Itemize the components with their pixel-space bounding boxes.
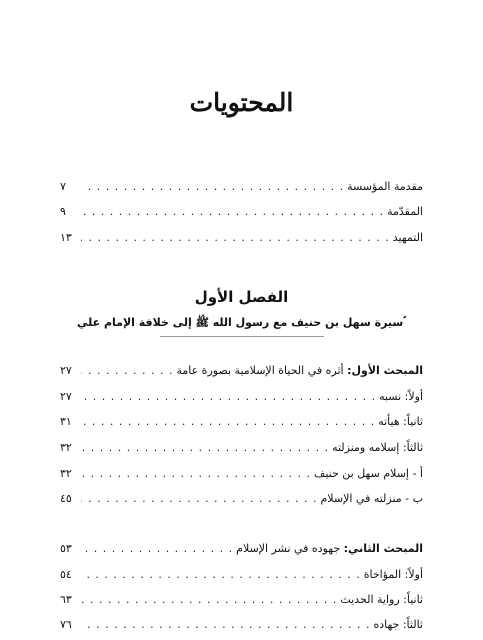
dot-leader bbox=[81, 362, 173, 380]
toc-entry-page: ٥٣ bbox=[60, 542, 72, 555]
toc-entry-label: أولاً: نسبه bbox=[379, 390, 423, 403]
dot-leader bbox=[81, 388, 376, 406]
toc-entry-label: مقدمة المؤسسة bbox=[347, 180, 423, 193]
toc-entry-page: ٦٣ bbox=[60, 593, 72, 606]
dot-leader bbox=[81, 490, 317, 508]
toc-entry-label: ثانياً: هيأته bbox=[378, 415, 423, 428]
toc-entry-label bbox=[176, 362, 423, 380]
section-heading-text: أثره في الحياة الإسلامية بصورة عامة bbox=[176, 364, 344, 377]
toc-entry-label: أ - إسلام سهل بن حنيف bbox=[313, 467, 423, 480]
toc-entry[interactable] bbox=[60, 178, 423, 196]
toc-entry-label: ب - منزلته في الإسلام bbox=[320, 492, 423, 505]
toc-entry[interactable] bbox=[60, 203, 423, 221]
toc-entry-label: ثالثاً: جهاده bbox=[373, 618, 423, 631]
toc-entry[interactable] bbox=[60, 616, 423, 634]
dot-leader bbox=[81, 229, 390, 247]
section-heading-bold: المبحث الأول: bbox=[347, 364, 423, 377]
toc-entry-page: ٢٧ bbox=[60, 390, 72, 403]
toc-section-heading[interactable] bbox=[60, 362, 423, 380]
toc-entry[interactable] bbox=[60, 591, 423, 609]
dot-leader bbox=[81, 540, 233, 558]
dot-leader bbox=[81, 439, 329, 457]
dot-leader bbox=[81, 413, 375, 431]
dot-leader bbox=[81, 203, 384, 221]
toc-entry-label: التمهيد bbox=[392, 231, 423, 244]
toc-entry-page: ٣٢ bbox=[60, 467, 72, 480]
dot-leader bbox=[81, 465, 311, 483]
toc-entry-page: ٧٦ bbox=[60, 618, 72, 631]
toc-entry-page: ١٣ bbox=[60, 231, 72, 244]
toc-section-heading[interactable] bbox=[60, 540, 423, 558]
toc-entry[interactable] bbox=[60, 388, 423, 406]
toc-entry[interactable] bbox=[60, 439, 423, 457]
divider bbox=[160, 336, 324, 337]
toc-entry-label: أولاً: المؤاخاة bbox=[363, 568, 423, 581]
toc-entry-label: ثانياً: رواية الحديث bbox=[340, 593, 423, 606]
dot-leader bbox=[81, 178, 344, 196]
dot-leader bbox=[81, 616, 370, 634]
toc-entry-label: المقدّمة bbox=[387, 205, 423, 218]
toc-entry-page: ٥٤ bbox=[60, 568, 72, 581]
page-title: المحتويات bbox=[189, 88, 294, 117]
toc-entry[interactable] bbox=[60, 465, 423, 483]
toc-entry[interactable] bbox=[60, 413, 423, 431]
toc-entry-page: ٣٢ bbox=[60, 441, 72, 454]
section-heading-bold: المبحث الثاني: bbox=[343, 542, 423, 555]
toc-entry[interactable] bbox=[60, 566, 423, 584]
chapter-subtitle: سيرة سهل بن حنيف مع رسول الله ﷺ إلى خلافة الإمام علي ؑ bbox=[76, 316, 406, 329]
toc-entry-page: ٢٧ bbox=[60, 364, 72, 377]
section-heading-text: جهوده في نشر الإسلام bbox=[236, 542, 341, 555]
toc-entry[interactable] bbox=[60, 490, 423, 508]
toc-entry-page: ٩ bbox=[60, 205, 66, 218]
toc-entry-page: ٤٥ bbox=[60, 492, 72, 505]
toc-entry-page: ٣١ bbox=[60, 415, 72, 428]
dot-leader bbox=[81, 566, 361, 584]
toc-entry[interactable] bbox=[60, 229, 423, 247]
toc-entry-label bbox=[236, 540, 423, 558]
chapter-title: الفصل الأول bbox=[194, 288, 289, 306]
toc-entry-page: ٧ bbox=[60, 180, 66, 193]
dot-leader bbox=[81, 591, 337, 609]
toc-entry-label: ثالثاً: إسلامه ومنزلته bbox=[332, 441, 423, 454]
